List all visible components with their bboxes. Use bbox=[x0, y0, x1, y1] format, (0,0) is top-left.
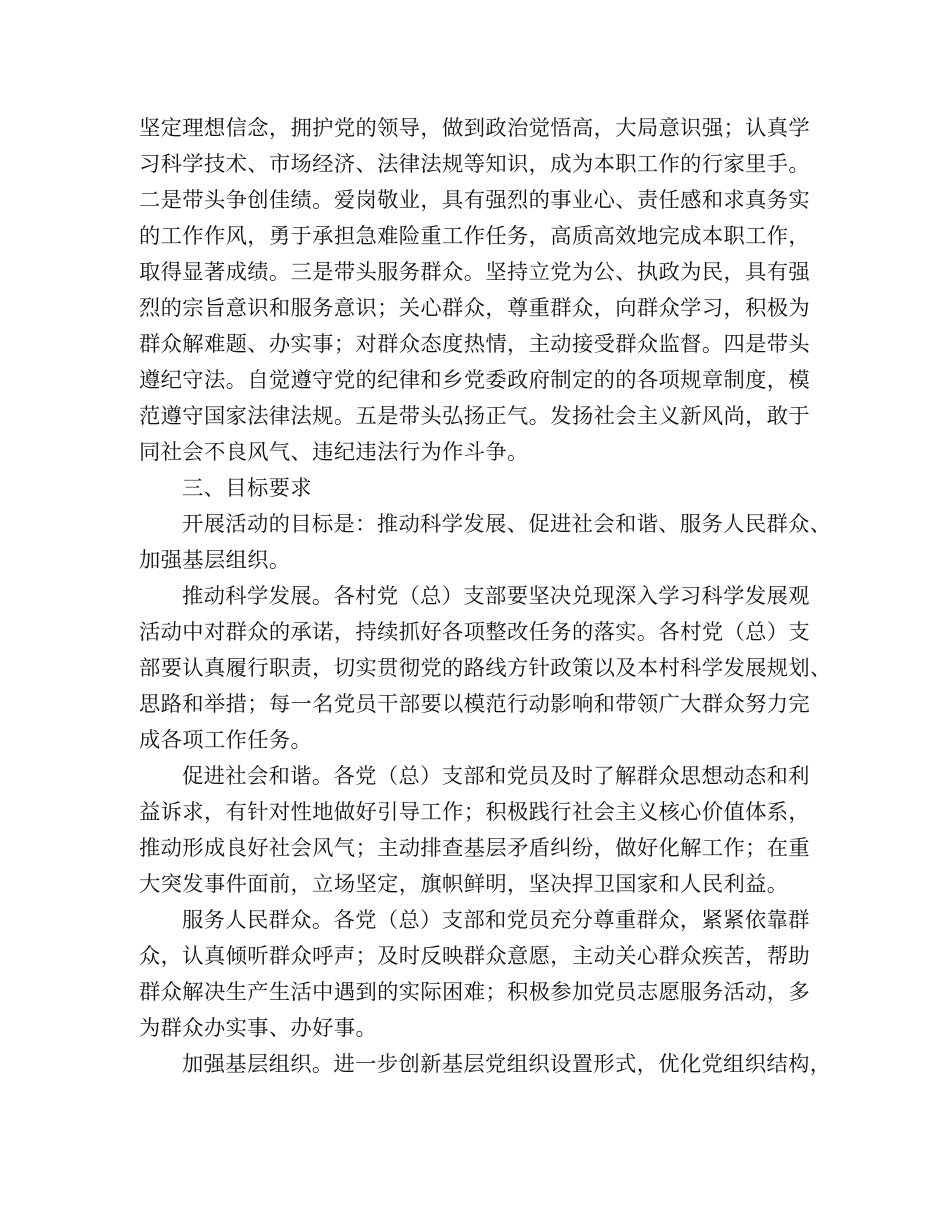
text-line: 群众解决生产生活中遇到的实际困难；积极参加党员志愿服务活动，多 bbox=[139, 980, 811, 1005]
text-line: 群众解难题、办实事；对群众态度热情，主动接受群众监督。四是带头 bbox=[139, 332, 811, 357]
text-line: 同社会不良风气、违纪违法行为作斗争。 bbox=[139, 440, 529, 465]
text-line: 开展活动的目标是：推动科学发展、促进社会和谐、服务人民群众、 bbox=[182, 512, 832, 537]
text-line: 坚定理想信念，拥护党的领导，做到政治觉悟高，大局意识强；认真学 bbox=[139, 116, 811, 141]
text-line: 二是带头争创佳绩。爱岗敬业，具有强烈的事业心、责任感和求真务实 bbox=[139, 188, 811, 213]
text-line: 成各项工作任务。 bbox=[139, 728, 313, 753]
text-line: 范遵守国家法律法规。五是带头弘扬正气。发扬社会主义新风尚，敢于 bbox=[139, 404, 811, 429]
text-line: 取得显著成绩。三是带头服务群众。坚持立党为公、执政为民，具有强 bbox=[139, 260, 811, 285]
text-line: 加强基层组织。 bbox=[139, 548, 291, 573]
section-heading: 三、目标要求 bbox=[182, 476, 312, 501]
text-line: 推动科学发展。各村党（总）支部要坚决兑现深入学习科学发展观 bbox=[182, 584, 810, 609]
text-line: 活动中对群众的承诺，持续抓好各项整改任务的落实。各村党（总）支 bbox=[139, 620, 811, 645]
text-line: 思路和举措；每一名党员干部要以模范行动影响和带领广大群众努力完 bbox=[139, 692, 811, 717]
text-line: 加强基层组织。进一步创新基层党组织设置形式，优化党组织结构， bbox=[182, 1052, 832, 1077]
text-line: 推动形成良好社会风气；主动排查基层矛盾纠纷，做好化解工作；在重 bbox=[139, 836, 811, 861]
text-line: 部要认真履行职责，切实贯彻党的路线方针政策以及本村科学发展规划、 bbox=[139, 656, 832, 681]
text-line: 促进社会和谐。各党（总）支部和党员及时了解群众思想动态和利 bbox=[182, 764, 810, 789]
text-line: 遵纪守法。自觉遵守党的纪律和乡党委政府制定的的各项规章制度，模 bbox=[139, 368, 811, 393]
text-line: 大突发事件面前，立场坚定，旗帜鲜明，坚决捍卫国家和人民利益。 bbox=[139, 872, 789, 897]
text-line: 益诉求，有针对性地做好引导工作；积极践行社会主义核心价值体系， bbox=[139, 800, 811, 825]
text-line: 习科学技术、市场经济、法律法规等知识，成为本职工作的行家里手。 bbox=[139, 152, 811, 177]
text-line: 烈的宗旨意识和服务意识；关心群众，尊重群众，向群众学习，积极为 bbox=[139, 296, 811, 321]
text-line: 的工作作风，勇于承担急难险重工作任务，高质高效地完成本职工作， bbox=[139, 224, 811, 249]
text-line: 服务人民群众。各党（总）支部和党员充分尊重群众，紧紧依靠群 bbox=[182, 908, 810, 933]
text-line: 为群众办实事、办好事。 bbox=[139, 1016, 378, 1041]
text-line: 众，认真倾听群众呼声；及时反映群众意愿，主动关心群众疾苦，帮助 bbox=[139, 944, 811, 969]
